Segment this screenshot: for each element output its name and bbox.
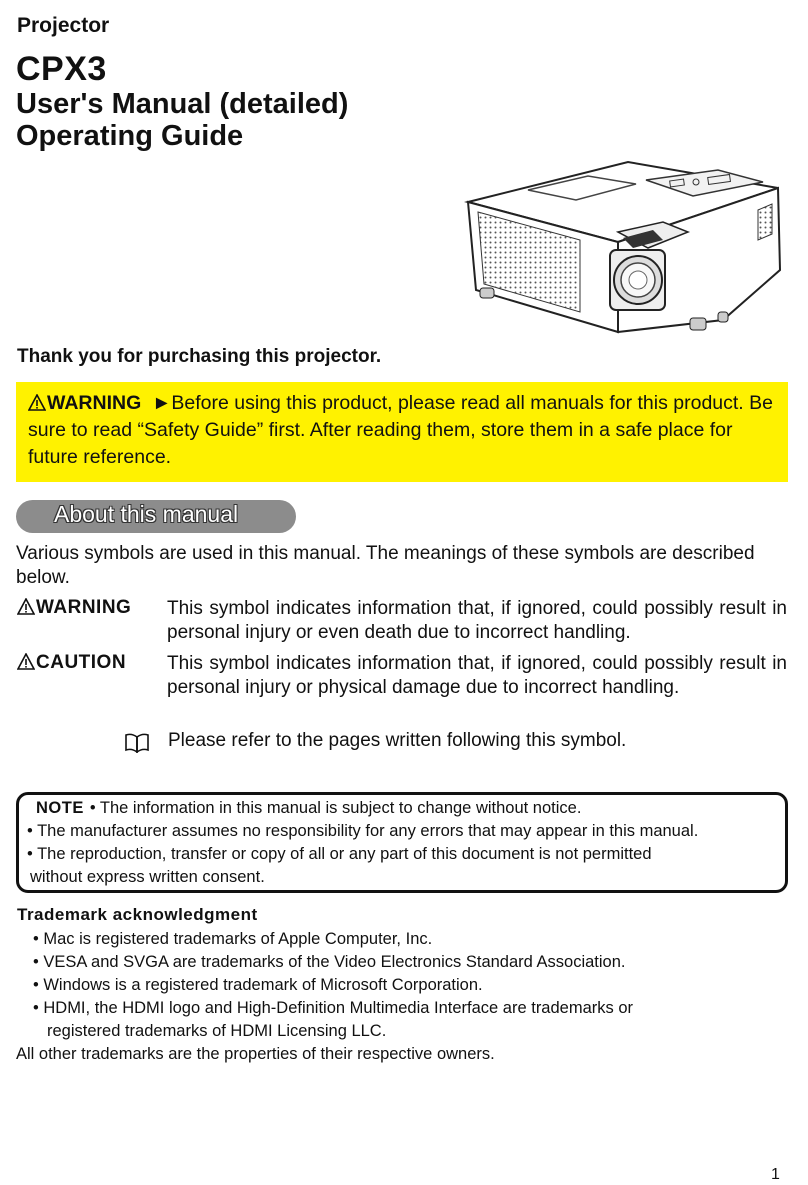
- warning-notice-text: Before using this product, please read all manuals for this product. Be sure to read “Safety Guide” first. After reading them, store them in a safe place for future reference.: [28, 392, 773, 468]
- warning-notice-label: WARNING: [47, 392, 142, 414]
- thank-you-text: Thank you for purchasing this projector.: [17, 346, 382, 367]
- warning-symbol-description: This symbol indicates information that, if ignored, could possibly result in personal injury or even death due to incorrect handling.: [167, 598, 787, 643]
- caution-symbol-label: [17, 652, 126, 674]
- symbols-intro: Various symbols are used in this manual. The meanings of these symbols are described below.: [16, 543, 755, 588]
- warning-arrow: ►: [152, 392, 172, 414]
- trademark-item: • VESA and SVGA are trademarks of the Video Electronics Standard Association.: [33, 953, 626, 971]
- reference-symbol-description: Please refer to the pages written following this symbol.: [168, 730, 627, 751]
- page-number: 1: [771, 1166, 780, 1183]
- trademark-item-continued: registered trademarks of HDMI Licensing LLC.: [47, 1022, 387, 1040]
- warning-symbol-label: [17, 597, 131, 619]
- warning-triangle-icon: [17, 653, 35, 670]
- note-text: • The information in this manual is subject to change without notice.: [89, 799, 582, 817]
- note-line: without express written consent.: [30, 868, 265, 886]
- caution-symbol-description: This symbol indicates information that, if ignored, could possibly result in personal injury or physical damage due to incorrect handling.: [167, 653, 787, 698]
- trademark-item: • HDMI, the HDMI logo and High-Definition Multimedia Interface are trademarks or: [33, 999, 634, 1017]
- manual-title: User's Manual (detailed): [16, 88, 349, 120]
- caution-symbol-text: CAUTION: [36, 652, 127, 673]
- warning-triangle-icon: [17, 598, 35, 615]
- note-line: • The reproduction, transfer or copy of all or any part of this document is not permitted: [27, 845, 652, 863]
- trademark-item: • Windows is a registered trademark of Microsoft Corporation.: [33, 976, 483, 994]
- note-line: • The manufacturer assumes no responsibility for any errors that may appear in this manual.: [27, 822, 699, 840]
- projector-illustration: [458, 150, 793, 350]
- manual-subtitle: Operating Guide: [16, 120, 244, 152]
- section-heading: About this manual: [54, 501, 239, 527]
- model-name: CPX3: [16, 50, 107, 88]
- warning-triangle-icon: [28, 394, 46, 411]
- note-line: [36, 799, 581, 818]
- trademark-item: • Mac is registered trademarks of Apple Computer, Inc.: [33, 930, 433, 948]
- trademark-footer: All other trademarks are the properties of their respective owners.: [16, 1045, 495, 1063]
- product-category: Projector: [17, 14, 110, 37]
- warning-notice: [16, 382, 788, 482]
- book-icon: [125, 733, 149, 753]
- warning-notice-label-group: [28, 392, 141, 414]
- note-label: NOTE: [36, 799, 84, 817]
- warning-symbol-text: WARNING: [36, 597, 132, 618]
- trademark-heading: Trademark acknowledgment: [17, 905, 258, 924]
